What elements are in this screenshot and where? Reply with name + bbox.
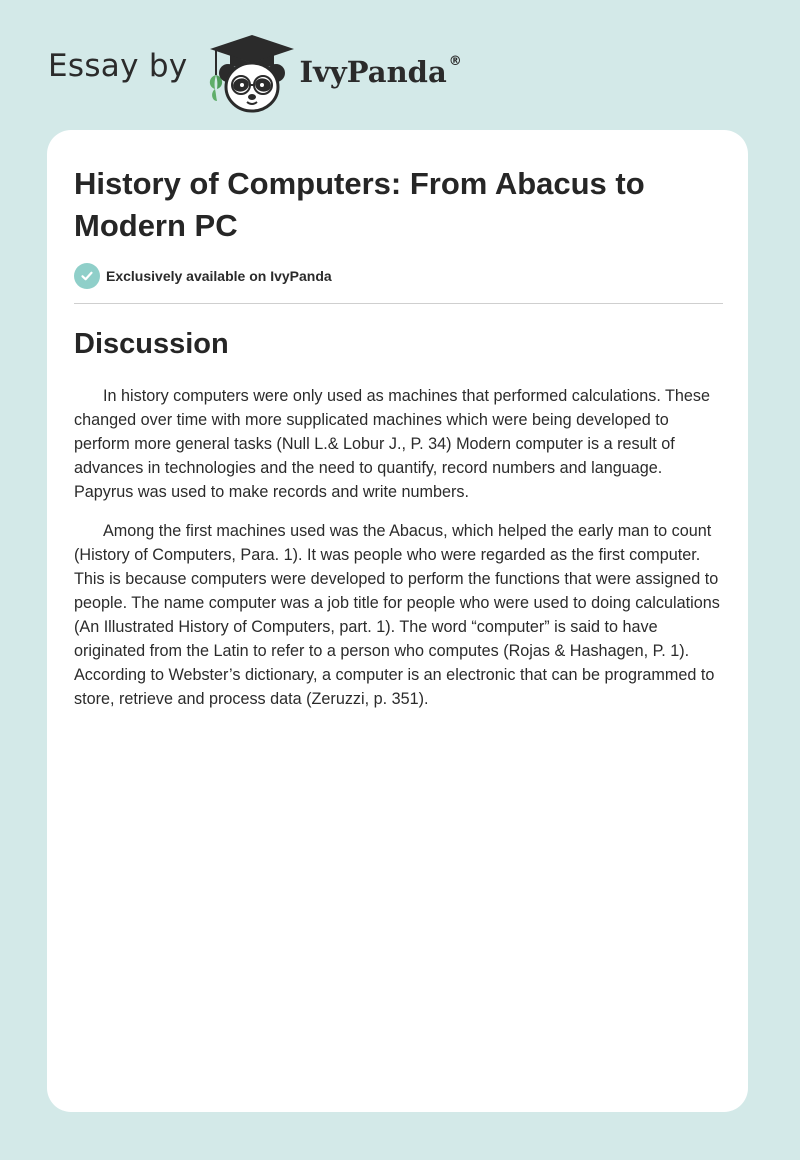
essay-card bbox=[47, 130, 748, 1112]
exclusive-badge bbox=[74, 263, 332, 289]
brand-header bbox=[48, 28, 462, 118]
brand-name-text: IvyPanda bbox=[299, 55, 447, 89]
paragraph: Among the first machines used was the Abacus, which helped the early man to count (History of Computers, Para. 1). It was people who were regarded as the first computer. This is because computers were developed to perform the functions that were assigned to people. The name computer was a job title for people who were used to doing calculations (An Illustrated History of Computers, part. 1). The word “computer” is said to have originated from the Latin to refer to a person who computes (Rojas & Hashagen, P. 1). According to Webster’s dictionary, a computer is an electronic that can be programmed to store, retrieve and process data (Zeruzzi, p. 351). bbox=[74, 522, 720, 708]
panda-graduate-icon bbox=[206, 31, 298, 115]
registered-mark: ® bbox=[448, 54, 462, 70]
exclusive-label: Exclusively available on IvyPanda bbox=[106, 268, 332, 284]
essay-body bbox=[74, 384, 726, 726]
brand-name bbox=[300, 55, 462, 89]
essay-title: History of Computers: From Abacus to Modern PC bbox=[74, 166, 645, 243]
checkmark-icon bbox=[80, 269, 94, 283]
section-heading: Discussion bbox=[74, 328, 229, 360]
brand-prefix: Essay by bbox=[48, 48, 188, 84]
paragraph: In history computers were only used as machines that performed calculations. These changed over time with more supplicated machines which were being developed to perform more general tasks (Null L.& Lobur J., P. 34) Modern computer is a result of advances in technologies and the need to quantify, record numbers and language. Papyrus was used to make records and write numbers. bbox=[74, 387, 711, 501]
check-circle-icon bbox=[74, 263, 100, 289]
title-divider bbox=[74, 303, 723, 304]
